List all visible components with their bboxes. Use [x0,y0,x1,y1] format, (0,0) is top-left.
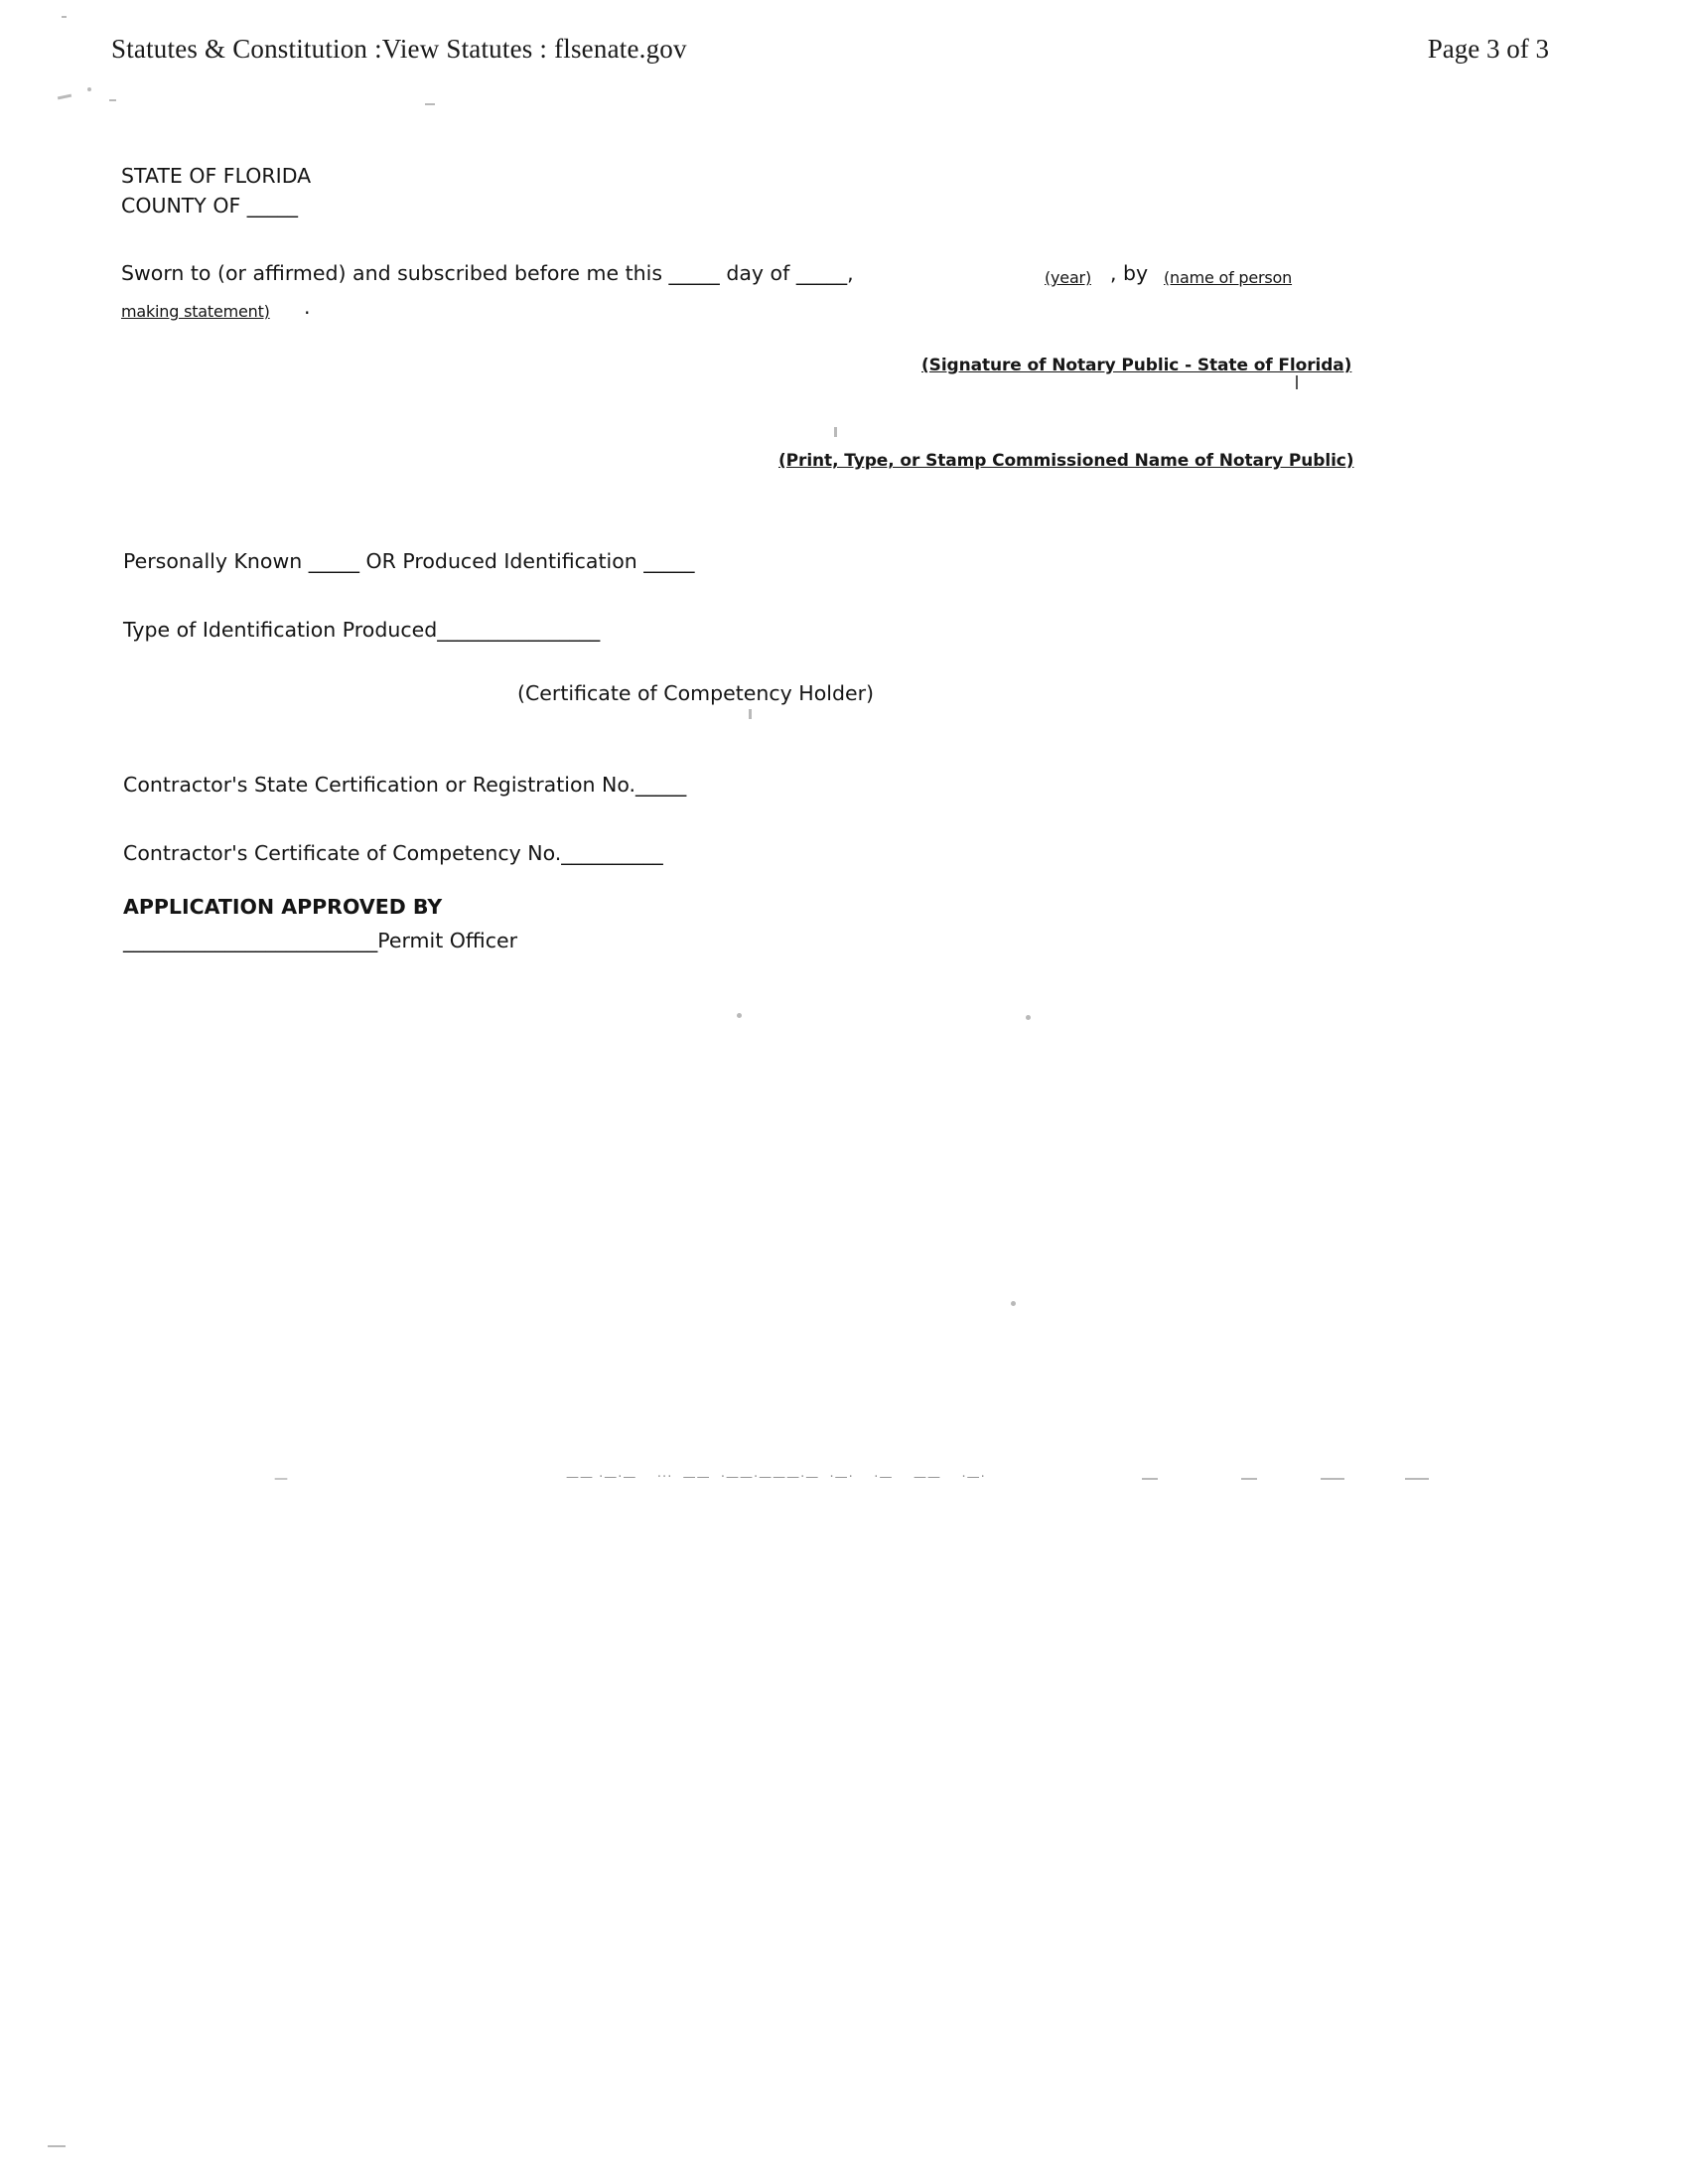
sworn-name-of-person-blank: (name of person [1164,268,1293,287]
sworn-making-statement-blank: making statement) [121,302,270,321]
application-approved-by-line: APPLICATION APPROVED BY [123,895,443,919]
scan-dash-row: —— ·—·— ··· —— ·——·———·— ·—· ·— —— ·—· [566,1470,986,1485]
scan-speck [1321,1478,1344,1480]
scan-speck [1241,1478,1257,1480]
personally-known-line: Personally Known _____ OR Produced Identification _____ [123,549,695,573]
sworn-statement-line: Sworn to (or affirmed) and subscribed before me this _____ day of _____, [121,261,854,285]
sworn-period: . [304,295,311,319]
scan-speck [749,709,752,719]
scan-speck [834,427,837,437]
scan-speck [1026,1015,1031,1020]
scan-speck [425,103,435,105]
notary-printed-name-label: (Print, Type, or Stamp Commissioned Name of Notary Public) [778,451,1354,471]
scan-speck [87,87,91,91]
state-of-florida-line: STATE OF FLORIDA [121,164,312,188]
page-number-label: Page 3 of 3 [1427,34,1549,64]
scan-speck [1142,1478,1158,1480]
scan-speck [1011,1301,1016,1306]
scan-speck [58,94,71,100]
type-of-identification-line: Type of Identification Produced________________ [123,618,601,642]
page-header [0,34,1688,73]
certificate-of-competency-holder-line: (Certificate of Competency Holder) [517,681,874,705]
scan-speck [48,2145,66,2147]
scan-stray-mark: — [274,1471,288,1487]
scan-speck [109,99,116,101]
sworn-by-text: , by [1110,261,1149,285]
scan-speck [1405,1478,1429,1480]
scan-tick [1296,375,1298,389]
notary-signature-label: (Signature of Notary Public - State of Florida) [921,356,1352,375]
contractor-state-certification-line: Contractor's State Certification or Registration No._____ [123,773,687,797]
scan-speck [737,1013,742,1018]
permit-officer-line: _________________________Permit Officer [123,929,518,952]
sworn-year-blank: (year) [1045,268,1091,287]
scan-speck [62,16,67,18]
contractor-competency-number-line: Contractor's Certificate of Competency No.__________ [123,841,663,865]
county-of-line: COUNTY OF _____ [121,194,299,218]
header-title: Statutes & Constitution :View Statutes : flsenate.gov [111,34,687,64]
